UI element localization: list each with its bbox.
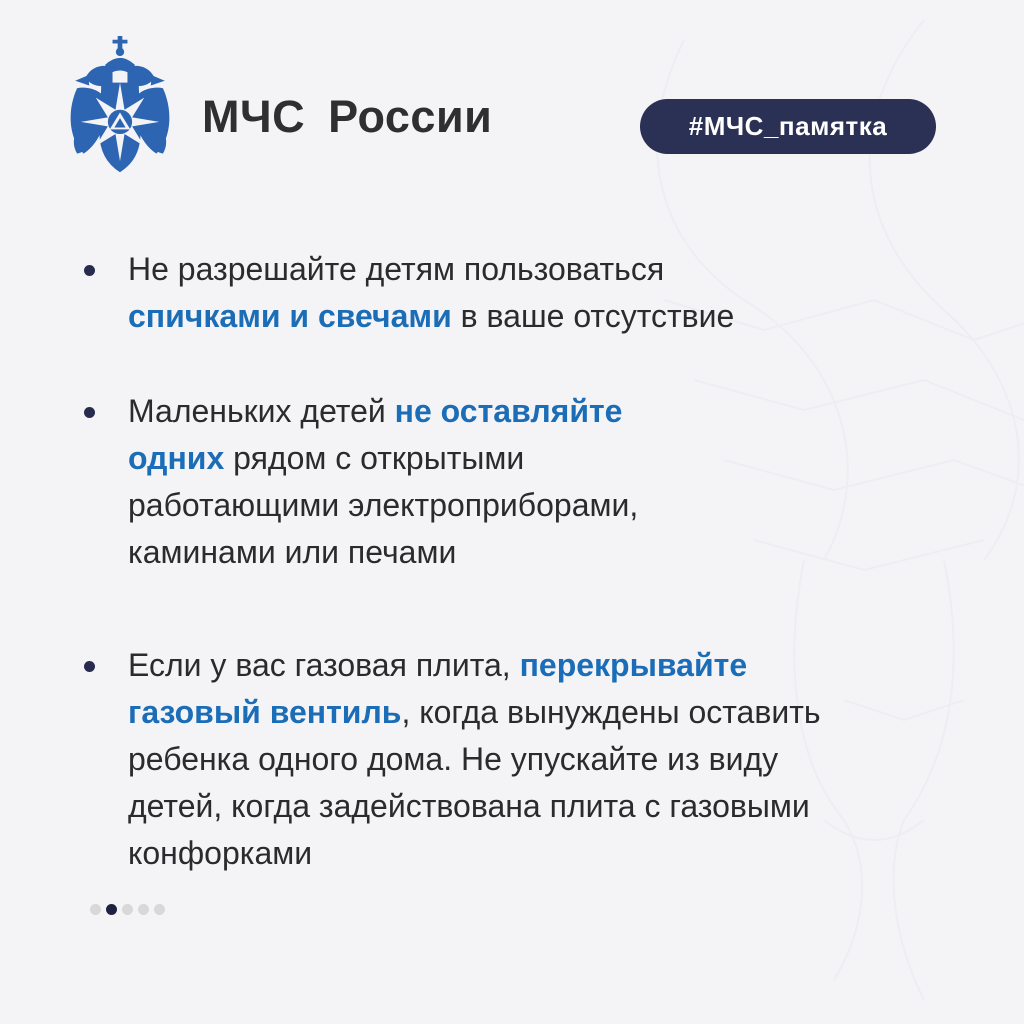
- hashtag-badge-label: #МЧС_памятка: [688, 111, 888, 141]
- bullet-text-line: [128, 293, 928, 340]
- bullet-text-line: [128, 529, 928, 576]
- list-item: [128, 642, 928, 877]
- bullet-text-segment: ребенка одного дома. Не упускайте из виду: [128, 741, 779, 777]
- pagination-dot[interactable]: [122, 904, 133, 915]
- hashtag-badge[interactable]: [640, 99, 936, 154]
- bullet-accent-segment: не оставляйте: [394, 393, 623, 429]
- bullet-text-segment: Не разрешайте детям пользоваться: [128, 251, 665, 287]
- safety-tips-list: [128, 246, 928, 877]
- bullet-text-line: [128, 830, 928, 877]
- bullet-text-line: [128, 642, 928, 689]
- org-title: МЧС России: [202, 91, 493, 142]
- pagination-dot-active[interactable]: [106, 904, 117, 915]
- pagination-dots: [90, 904, 165, 915]
- bullet-text-segment: каминами или печами: [128, 534, 457, 570]
- bullet-text-segment: работающими электроприборами,: [128, 487, 639, 523]
- bullet-text-line: [128, 689, 928, 736]
- bullet-text-segment: , когда вынуждены оставить: [401, 694, 821, 730]
- mchs-emblem-logo: [64, 34, 176, 178]
- bullet-text-line: [128, 246, 928, 293]
- bullet-text-line: [128, 388, 928, 435]
- pagination-dot[interactable]: [90, 904, 101, 915]
- bullet-text-line: [128, 783, 928, 830]
- bullet-accent-segment: спичками и свечами: [128, 298, 452, 334]
- pagination-dot[interactable]: [138, 904, 149, 915]
- list-item: [128, 388, 928, 576]
- bullet-text-line: [128, 482, 928, 529]
- bullet-accent-segment: одних: [128, 440, 225, 476]
- bullet-accent-segment: газовый вентиль: [128, 694, 402, 730]
- bullet-text-line: [128, 736, 928, 783]
- bullet-text-segment: конфорками: [128, 835, 313, 871]
- bullet-text-segment: Если у вас газовая плита,: [128, 647, 520, 683]
- list-item: [128, 246, 928, 340]
- bullet-text-line: [128, 435, 928, 482]
- bullet-accent-segment: перекрывайте: [519, 647, 748, 683]
- bullet-text-segment: в ваше отсутствие: [451, 298, 735, 334]
- bullet-text-segment: детей, когда задействована плита с газовыми: [128, 788, 810, 824]
- bullet-text-segment: рядом с открытыми: [224, 440, 525, 476]
- pagination-dot[interactable]: [154, 904, 165, 915]
- bullet-text-segment: Маленьких детей: [128, 393, 395, 429]
